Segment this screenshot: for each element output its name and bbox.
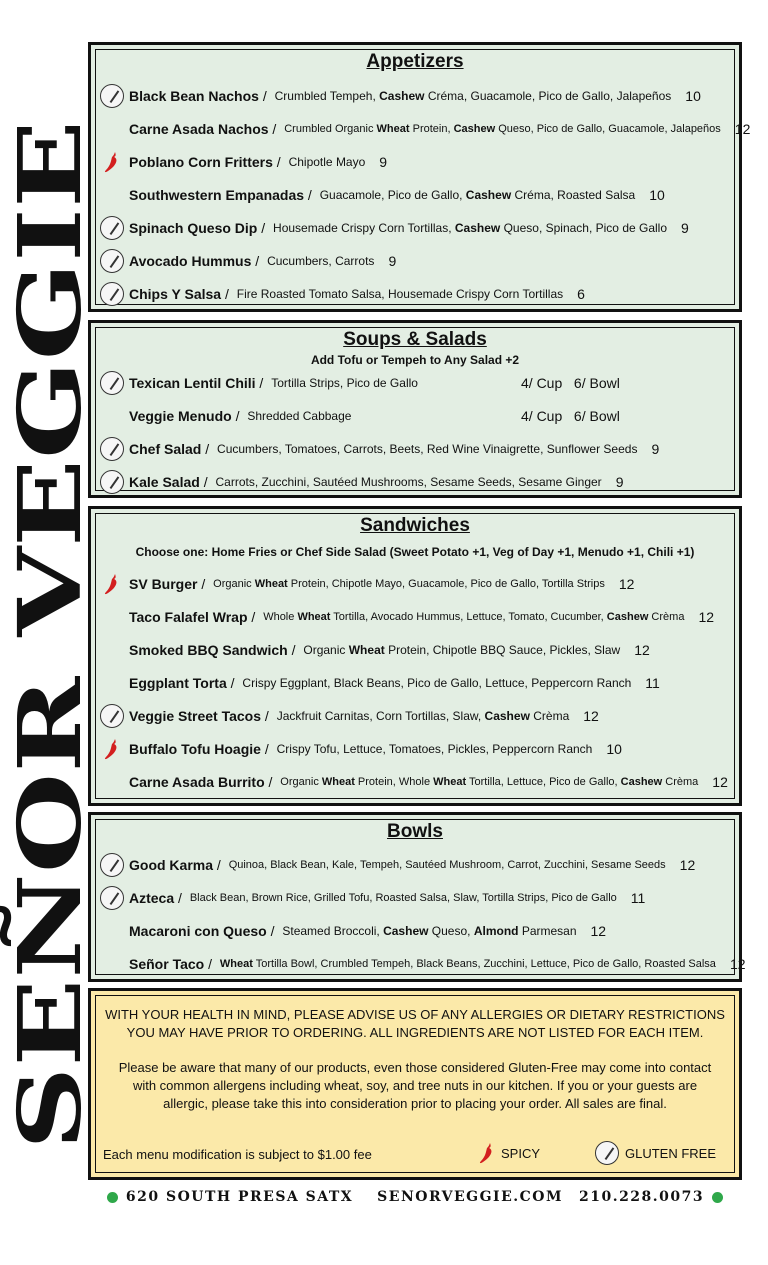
item-price: 9 (379, 154, 388, 170)
gluten-free-icon (100, 470, 124, 494)
item-description: Organic Wheat Protein, Chipotle Mayo, Guacamole, Pico de Gallo, Tortilla Strips (213, 578, 605, 590)
menu-item (91, 569, 739, 599)
item-name: Good Karma (129, 857, 214, 873)
bowls-section (88, 812, 746, 982)
appetizers-title: Appetizers (366, 51, 464, 72)
item-name: Chef Salad (129, 441, 202, 457)
item-price: 10 (685, 88, 701, 104)
item-separator: / (260, 741, 273, 757)
item-separator: / (213, 857, 225, 873)
item-separator: / (201, 441, 214, 457)
notice-line-5: allergic, please take this into consideration prior to placing your order. All sales are final. (163, 1096, 667, 1111)
item-icon-slot (99, 436, 125, 462)
item-price: 11 (630, 890, 646, 906)
gluten-free-icon (100, 216, 124, 240)
gluten-free-icon (100, 437, 124, 461)
footer-phone: 210.228.0073 (578, 1189, 705, 1205)
item-price: 12 (618, 576, 635, 592)
sandwiches-section (88, 506, 742, 806)
menu-item (91, 147, 739, 177)
item-price: 12 (698, 609, 715, 625)
item-name: Carne Asada Burrito (129, 774, 265, 790)
item-separator: / (255, 375, 268, 391)
legend-spicy (477, 1141, 540, 1165)
item-price: 12 (590, 923, 607, 939)
item-description: Fire Roasted Tomato Salsa, Housemade Crispy Corn Tortillas (236, 287, 564, 301)
item-name: Azteca (129, 890, 175, 906)
item-icon-slot (99, 83, 125, 109)
menu-item (91, 279, 739, 309)
menu-item (91, 213, 739, 243)
legend-spicy-label: SPICY (501, 1145, 541, 1161)
footer-address: 620 SOUTH PRESA SATX (125, 1189, 354, 1205)
item-description: Quinoa, Black Bean, Kale, Tempeh, Sautéed Mushroom, Carrot, Zucchini, Sesame Seeds (228, 859, 666, 871)
menu-item (91, 949, 746, 979)
item-name: Black Bean Nachos (129, 88, 259, 104)
item-price: 11 (645, 675, 660, 691)
item-name: Avocado Hummus (129, 253, 252, 269)
green-dot-icon (712, 1192, 723, 1203)
modification-fee: Each menu modification is subject to $1.00 fee (103, 1147, 372, 1162)
menu-item (91, 246, 739, 276)
item-description: Organic Wheat Protein, Whole Wheat Tortilla, Lettuce, Pico de Gallo, Cashew Crèma (280, 776, 699, 788)
menu-item (91, 916, 739, 946)
item-price: 4/ Cup 6/ Bowl (521, 375, 620, 391)
item-description: Guacamole, Pico de Gallo, Cashew Créma, Roasted Salsa (319, 188, 636, 202)
item-icon-slot (99, 885, 125, 911)
menu-item (91, 81, 739, 111)
menu-item (91, 434, 739, 464)
side-title (0, 110, 101, 1150)
chili-pepper-icon (102, 572, 122, 596)
item-name: Eggplant Torta (129, 675, 227, 691)
menu-item (91, 850, 739, 880)
item-separator: / (287, 642, 300, 658)
item-name: Smoked BBQ Sandwich (129, 642, 288, 658)
menu-item (91, 701, 739, 731)
gluten-free-icon (100, 249, 124, 273)
chili-pepper-icon (102, 150, 122, 174)
gluten-free-icon (595, 1141, 619, 1165)
notice-line-2: YOU MAY HAVE PRIOR TO ORDERING. ALL INGREDIENTS ARE NOT LISTED FOR EACH ITEM. (126, 1025, 704, 1040)
footer-website[interactable]: SENORVEGGIE.COM (377, 1189, 563, 1205)
gluten-free-icon (100, 371, 124, 395)
menu-item (91, 401, 739, 431)
item-price: 10 (649, 187, 665, 203)
soups-salads-section (88, 320, 742, 498)
soups-subtitle: Add Tofu or Tempeh to Any Salad +2 (310, 353, 520, 367)
item-name: Spinach Queso Dip (129, 220, 258, 236)
menu-item (91, 368, 739, 398)
item-description: Whole Wheat Tortilla, Avocado Hummus, Lettuce, Tomato, Cucumber, Cashew Crèma (263, 611, 685, 623)
menu-item (91, 602, 739, 632)
item-price: 12 (679, 857, 696, 873)
item-price: 9 (615, 474, 624, 490)
item-price: 6 (577, 286, 585, 302)
menu-item (91, 883, 739, 913)
item-icon-slot (99, 469, 125, 495)
item-description: Shredded Cabbage (247, 409, 352, 423)
green-dot-icon (107, 1192, 118, 1203)
item-description: Crispy Eggplant, Black Beans, Pico de Gallo, Lettuce, Peppercorn Ranch (242, 676, 632, 690)
item-description: Organic Wheat Protein, Chipotle BBQ Sauce, Pickles, Slaw (303, 643, 621, 657)
item-description: Crumbled Organic Wheat Protein, Cashew Queso, Pico de Gallo, Guacamole, Jalapeños (284, 123, 721, 135)
item-separator: / (304, 187, 316, 203)
item-price: 12 (634, 642, 650, 658)
item-separator: / (199, 474, 212, 490)
item-icon-slot (99, 703, 125, 729)
item-separator: / (204, 956, 216, 972)
item-name: Texican Lentil Chili (129, 375, 256, 391)
item-price: 9 (681, 220, 689, 236)
item-icon-slot (99, 149, 125, 175)
chili-pepper-icon (477, 1141, 497, 1165)
item-name: Veggie Menudo (129, 408, 232, 424)
item-description: Chipotle Mayo (288, 155, 366, 169)
menu-item (91, 767, 739, 797)
menu-item (91, 467, 739, 497)
item-price: 12 (712, 774, 728, 790)
item-description: Tortilla Strips, Pico de Gallo (271, 376, 418, 390)
item-icon-slot (99, 248, 125, 274)
item-separator: / (266, 923, 279, 939)
item-name: SV Burger (129, 576, 198, 592)
menu-item (91, 734, 739, 764)
item-separator: / (231, 408, 244, 424)
item-name: Carne Asada Nachos (129, 121, 269, 137)
item-description: Jackfruit Carnitas, Corn Tortillas, Slaw, Cashew Crèma (276, 709, 570, 723)
item-description: Housemade Crispy Corn Tortillas, Cashew Queso, Spinach, Pico de Gallo (273, 221, 668, 235)
soups-title: Soups & Salads (343, 329, 487, 350)
item-description: Crispy Tofu, Lettuce, Tomatoes, Pickles, Peppercorn Ranch (276, 742, 593, 756)
item-price: 12 (734, 121, 751, 137)
item-separator: / (197, 576, 210, 592)
item-description: Cucumbers, Carrots (267, 254, 375, 268)
item-price: 12 (729, 956, 746, 972)
item-separator: / (247, 609, 260, 625)
item-separator: / (268, 121, 281, 137)
restaurant-name: SEÑOR VEGGIE (0, 382, 101, 1150)
item-separator: / (226, 675, 239, 691)
notice-line-4: with common allergens including wheat, soy, and tree nuts in our kitchen. If you or your guests are (132, 1078, 698, 1093)
item-name: Señor Taco (129, 956, 205, 972)
notice-line-1: WITH YOUR HEALTH IN MIND, PLEASE ADVISE US OF ANY ALLERGIES OR DIETARY RESTRICTIONS (105, 1007, 725, 1022)
gluten-free-icon (100, 886, 124, 910)
legend-gluten-free (595, 1141, 716, 1165)
menu-item (91, 668, 739, 698)
chili-pepper-icon (102, 737, 122, 761)
item-separator: / (258, 88, 271, 104)
item-description: Carrots, Zucchini, Sautéed Mushrooms, Sesame Seeds, Sesame Ginger (215, 475, 602, 489)
item-price: 12 (583, 708, 599, 724)
item-icon-slot (99, 281, 125, 307)
notice-line-3: Please be aware that many of our products, even those considered Gluten-Free may come into contact (118, 1060, 712, 1075)
item-name: Macaroni con Queso (129, 923, 267, 939)
bowls-title: Bowls (387, 821, 443, 842)
item-price: 10 (606, 741, 622, 757)
legend-gf-label: GLUTEN FREE (625, 1145, 717, 1161)
item-name: Veggie Street Tacos (129, 708, 262, 724)
item-description: Steamed Broccoli, Cashew Queso, Almond Parmesan (282, 924, 577, 938)
item-name: Taco Falafel Wrap (129, 609, 248, 625)
allergy-notice (88, 988, 742, 1180)
item-separator: / (257, 220, 270, 236)
item-icon-slot (99, 852, 125, 878)
item-name: Kale Salad (129, 474, 200, 490)
item-name: Chips Y Salsa (129, 286, 222, 302)
item-price: 9 (388, 253, 397, 269)
sandwiches-subtitle: Choose one: Home Fries or Chef Side Salad (Sweet Potato +1, Veg of Day +1, Menudo +1, Chili +1) (135, 545, 695, 559)
sandwiches-title: Sandwiches (360, 515, 470, 536)
item-separator: / (221, 286, 233, 302)
item-separator: / (174, 890, 186, 906)
menu-item (91, 180, 739, 210)
gluten-free-icon (100, 704, 124, 728)
item-name: Buffalo Tofu Hoagie (129, 741, 261, 757)
gluten-free-icon (100, 853, 124, 877)
menu-item (91, 635, 739, 665)
item-name: Poblano Corn Fritters (129, 154, 273, 170)
gluten-free-icon (100, 282, 124, 306)
item-separator: / (272, 154, 285, 170)
item-name: Southwestern Empanadas (129, 187, 305, 203)
menu-item (91, 114, 751, 144)
item-description: Wheat Tortilla Bowl, Crumbled Tempeh, Black Beans, Zucchini, Lettuce, Pico de Gallo, Roasted Salsa (219, 958, 716, 970)
item-icon-slot (99, 215, 125, 241)
item-separator: / (261, 708, 273, 724)
item-separator: / (264, 774, 277, 790)
item-description: Crumbled Tempeh, Cashew Créma, Guacamole, Pico de Gallo, Jalapeños (274, 89, 672, 103)
item-icon-slot (99, 736, 125, 762)
gluten-free-icon (100, 84, 124, 108)
appetizers-section (88, 42, 751, 312)
footer (80, 1186, 750, 1208)
item-description: Cucumbers, Tomatoes, Carrots, Beets, Red Wine Vinaigrette, Sunflower Seeds (217, 442, 638, 456)
item-price: 9 (651, 441, 660, 457)
item-icon-slot (99, 571, 125, 597)
item-price: 4/ Cup 6/ Bowl (521, 408, 620, 424)
item-icon-slot (99, 370, 125, 396)
item-description: Black Bean, Brown Rice, Grilled Tofu, Roasted Salsa, Slaw, Tortilla Strips, Pico de Gallo (189, 892, 617, 904)
item-separator: / (251, 253, 264, 269)
